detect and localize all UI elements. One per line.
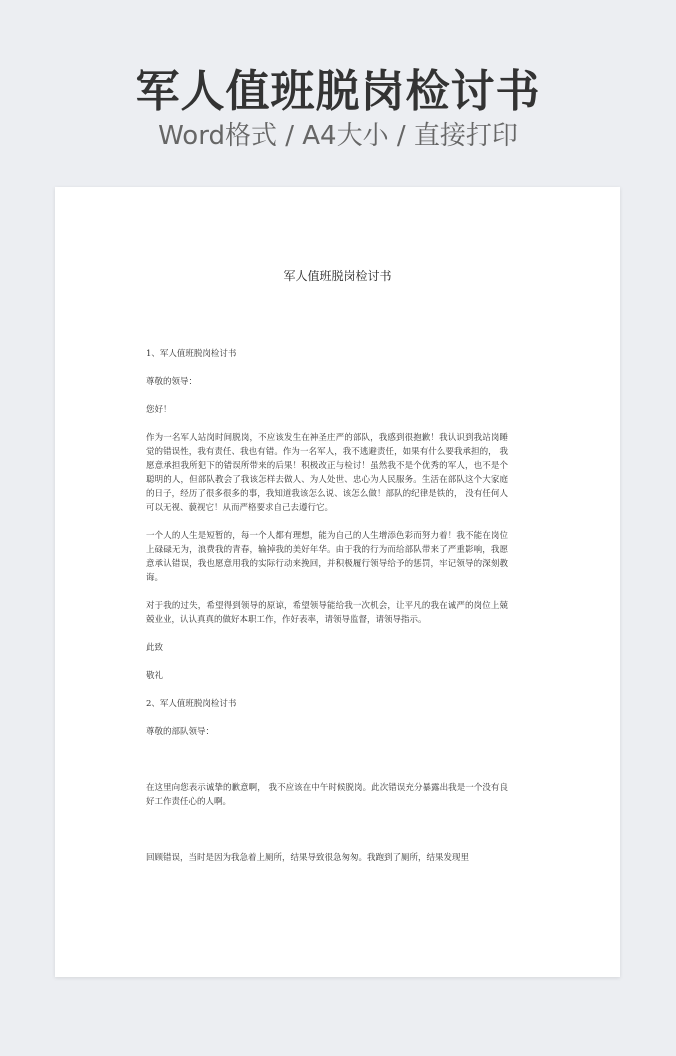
sub-title: Word格式 / A4大小 / 直接打印	[158, 121, 518, 151]
main-title: 军人值班脱岗检讨书	[135, 66, 541, 117]
section-1-heading: 1、军人值班脱岗检讨书	[146, 349, 237, 359]
paragraph-3: 对于我的过失，希望得到领导的原谅，希望领导能给我一次机会，让平凡的我在诚严的岗位上兢兢业业，认认真真的做好本职工作，作好表率，请领导监督，请领导指示。	[146, 601, 508, 625]
document-body	[146, 347, 508, 865]
section-2-heading: 2、军人值班脱岗检讨书	[146, 699, 237, 709]
greeting-1: 尊敬的领导：	[146, 377, 198, 387]
paragraph-4: 在这里向您表示诚挚的歉意啊， 我不应该在中午时候脱岗。此次错误充分暴露出我是一个没有良好工作责任心的人啊。	[146, 783, 508, 807]
greeting-2: 尊敬的部队领导：	[146, 727, 215, 737]
paragraph-2: 一个人的人生是短暂的，每一个人都有理想，能为自己的人生增添色彩而努力着！我不能在岗位上碌碌无为，浪费我的青春，输掉我的美好年华。由于我的行为而给部队带来了严重影响，我愿意承认错误，我也愿意用我的实际行动来挽回，并积极履行领导给予的惩罚，牢记领导的深刻教诲。	[146, 531, 508, 583]
closing-line-2: 敬礼	[146, 671, 164, 681]
paragraph-5: 回顾错误，当时是因为我急着上厕所，结果导致很急匆匆。我跑到了厕所，结果发现里	[146, 853, 470, 863]
page-header	[0, 0, 676, 186]
document-page	[55, 187, 620, 977]
paragraph-1: 作为一名军人站岗时间脱岗，不应该发生在神圣庄严的部队，我感到很抱歉！我认识到我站岗睡觉的错误性，我有责任、我也有错。作为一名军人，我不逃避责任，如果有什么要我承担的， 我愿意承担我所犯下的错误所带来的后果！积极改正与检讨！虽然我不是个优秀的军人，也不是个聪明的人，但部队教会了我该怎样去做人、为人处世、忠心为人民服务。生活在部队这个大家庭的日子，经历了很多很多的事，我知道我该怎么说、该怎么做！部队的纪律是铁的， 没有任何人可以无视、藐视它！从而严格要求自己去遵行它。	[146, 433, 508, 513]
hello-line: 您好！	[146, 405, 172, 415]
document-title: 军人值班脱岗检讨书	[283, 269, 392, 283]
closing-line-1: 此致	[146, 643, 164, 653]
